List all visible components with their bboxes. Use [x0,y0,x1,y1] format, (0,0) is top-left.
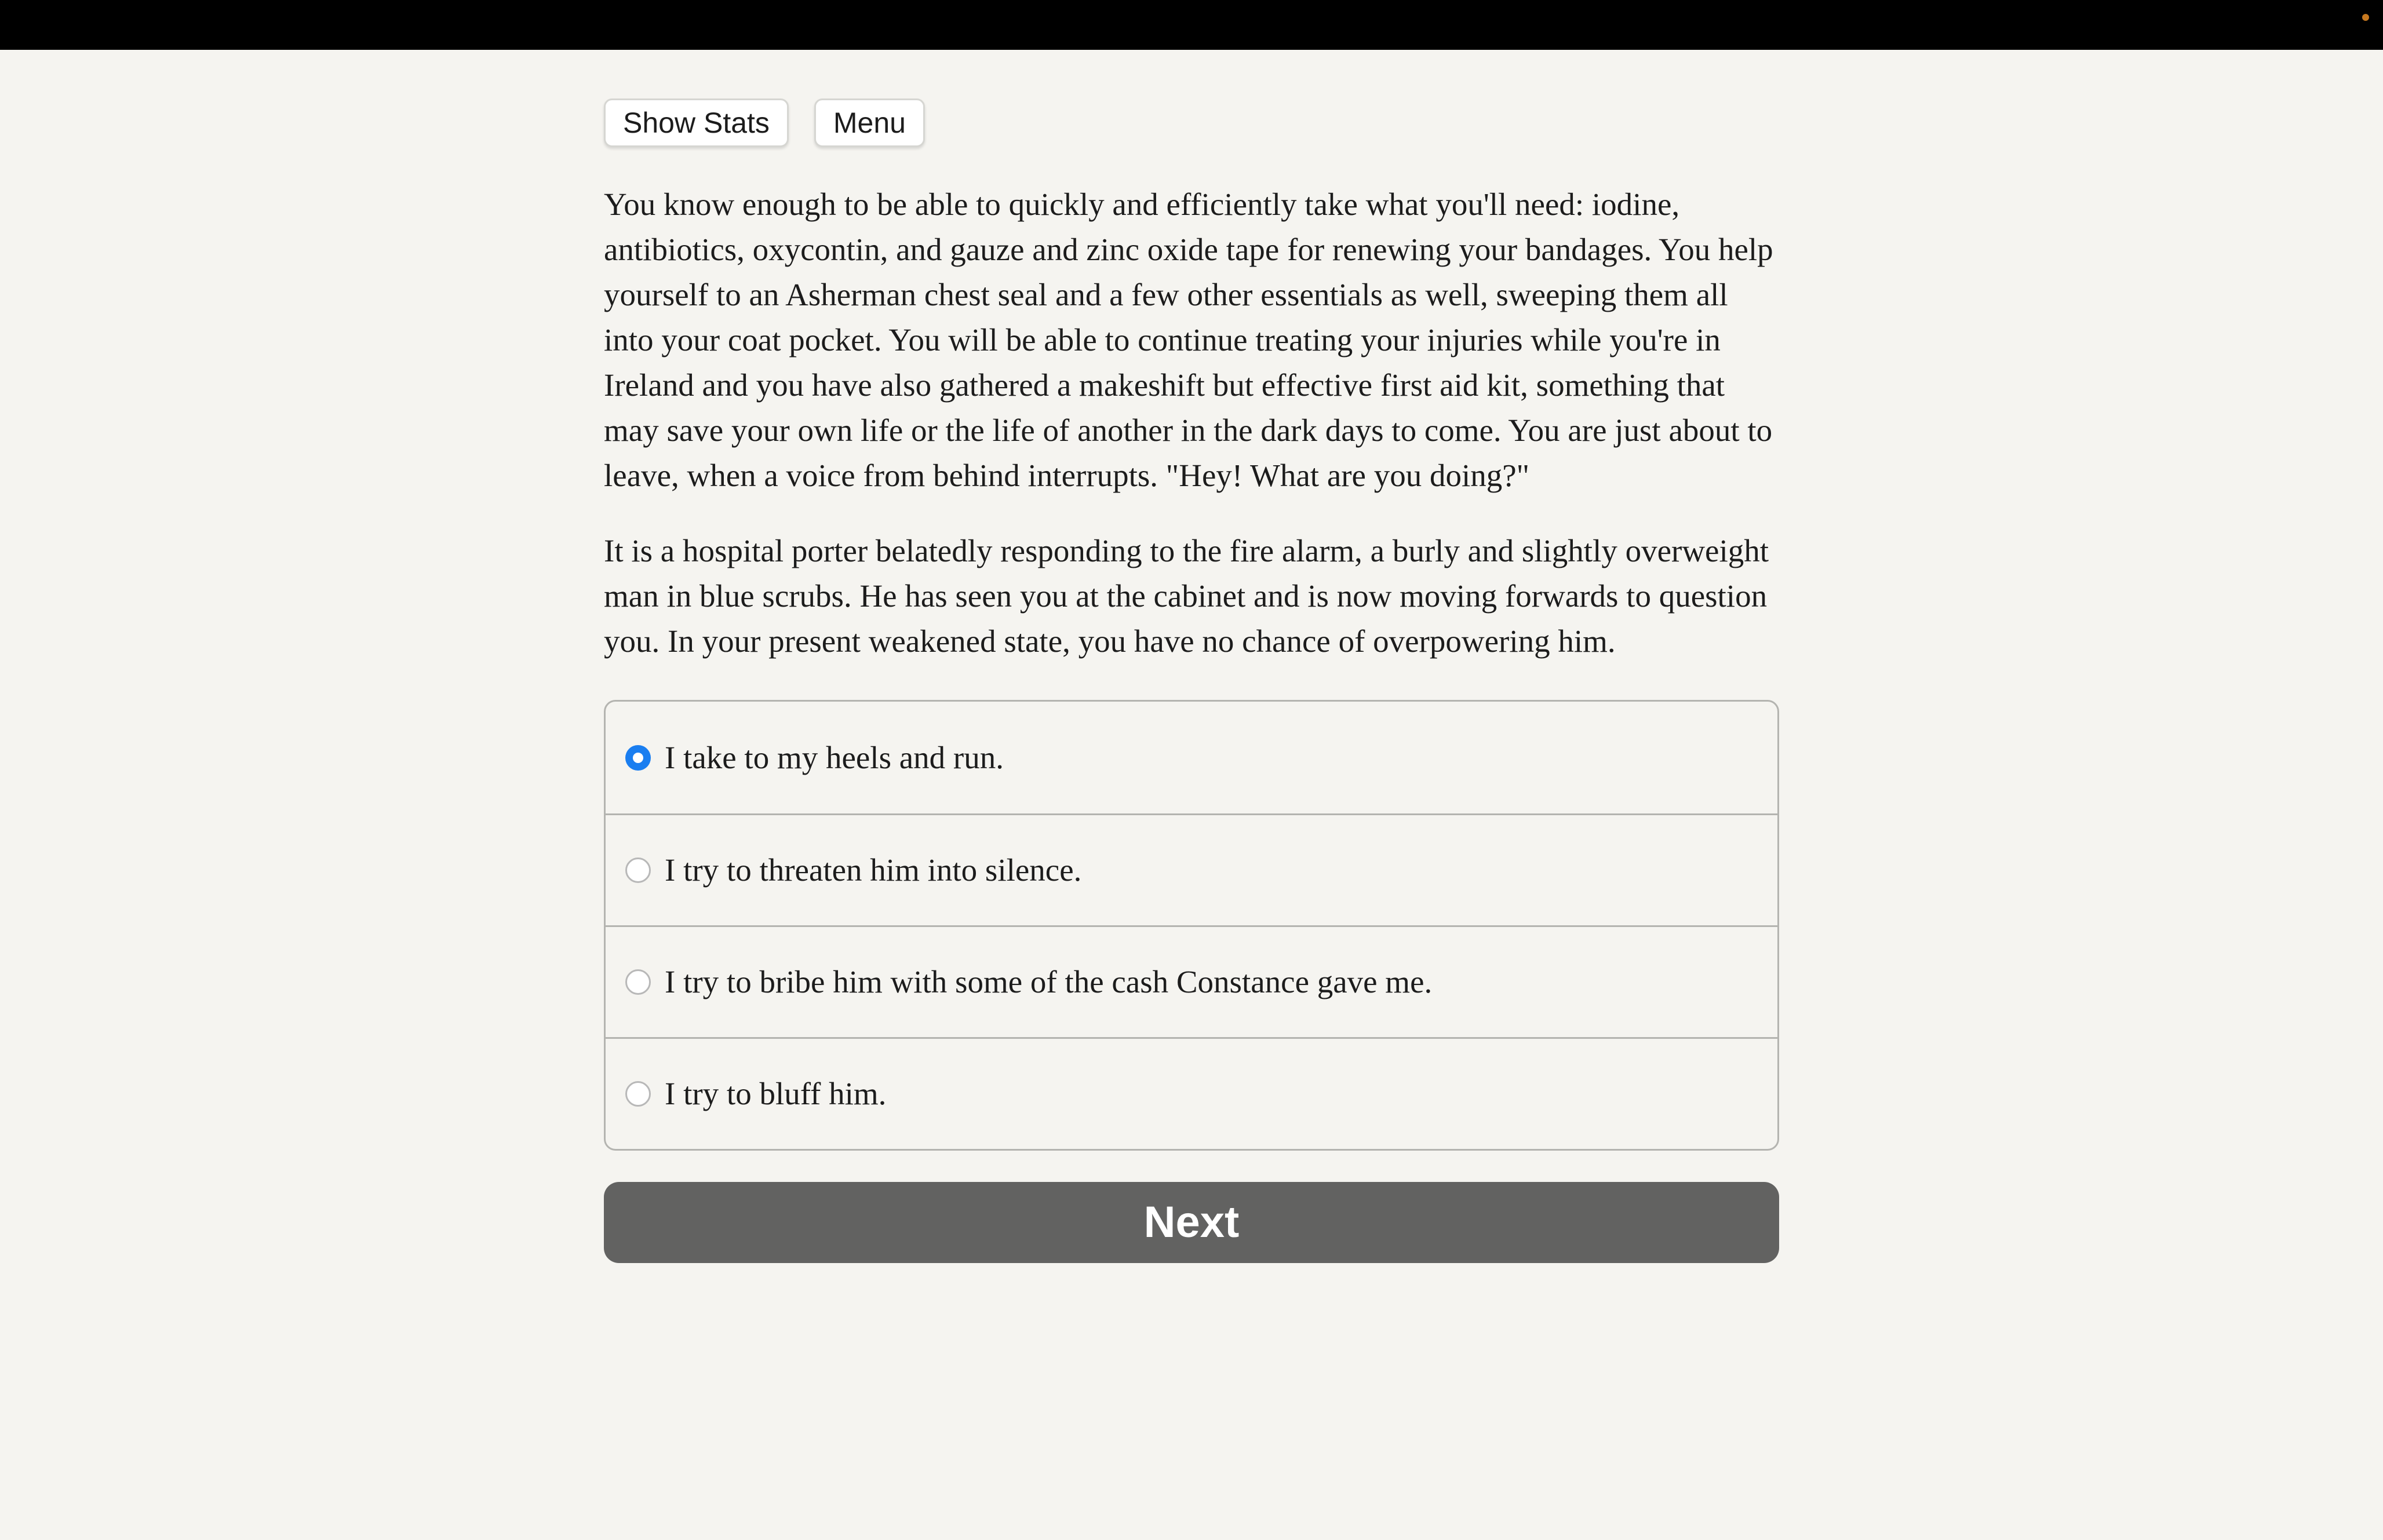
choice-option[interactable] [606,1037,1777,1149]
toolbar [604,98,1779,147]
choice-option[interactable] [606,813,1777,925]
radio-button[interactable] [625,969,651,995]
story-paragraph: It is a hospital porter belatedly responding to the fire alarm, a burly and slightly overweight man in blue scrubs. He has seen you at the cabinet and is now moving forwards to question you. In your present weakened state, you have no chance of overpowering him. [604,533,1769,659]
choice-option[interactable] [606,925,1777,1037]
status-dot [2362,14,2369,21]
story-text [604,182,1779,664]
radio-button[interactable] [625,1081,651,1107]
radio-button[interactable] [625,745,651,771]
choice-label: I take to my heels and run. [665,739,1004,775]
menu-button[interactable]: Menu [814,98,925,147]
choice-label: I try to threaten him into silence. [665,852,1082,888]
top-bar [0,0,2383,50]
next-button[interactable]: Next [604,1182,1779,1263]
story-paragraph: You know enough to be able to quickly and efficiently take what you'll need: iodine, antibiotics, oxycontin, and gauze and zinc oxide tape for renewing your bandages. You help yourself to an Asherman chest seal and a few other essentials as well, sweeping them all into your coat pocket. You will be able to continue treating your injuries while you're in Ireland and you have also gathered a makeshift but effective first aid kit, something that may save your own life or the life of another in the dark days to come. You are just about to leave, when a voice from behind interrupts. "Hey! What are you doing?" [604,187,1773,493]
choice-option[interactable] [606,702,1777,813]
choice-list [604,700,1779,1151]
main-content [604,98,1779,1263]
show-stats-button[interactable]: Show Stats [604,98,789,147]
choice-label: I try to bribe him with some of the cash Constance gave me. [665,964,1433,999]
radio-button[interactable] [625,857,651,883]
choice-label: I try to bluff him. [665,1076,887,1111]
